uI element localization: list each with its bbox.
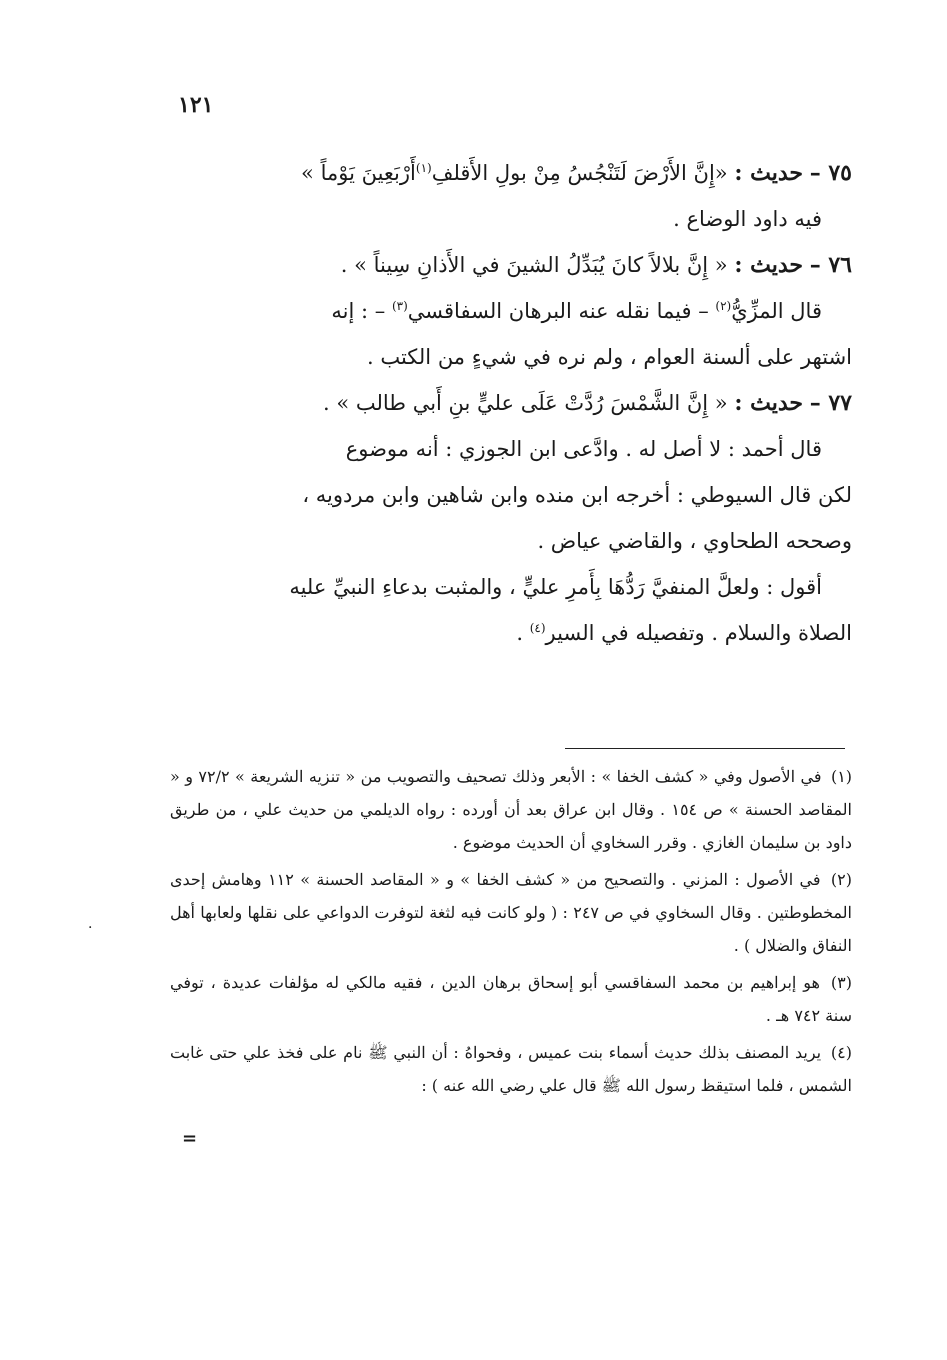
hadith-text-continued: أَرْبَعِينَ يَوْماً » — [301, 161, 416, 185]
comment-text: – فيما نقله عنه البرهان السفاقسي — [407, 299, 709, 323]
entry-77-line-3: وصححه الطحاوي ، والقاضي عياض . — [537, 529, 852, 553]
entry-77 — [170, 380, 852, 426]
comment-text: – : إنه — [331, 299, 386, 323]
entry-76-comment — [170, 288, 852, 334]
page-number: ١٢١ — [178, 92, 214, 118]
footnote-text: يريد المصنف بذلك حديث أسماء بنت عميس ، وفحواهُ : أن النبي ﷺ نام على فخذ علي حتى غابت الشمس ، فلما استيقظ رسول الله ﷺ قال علي رضي الله عنه ) : — [170, 1043, 852, 1095]
comment-text: . — [516, 621, 524, 645]
entry-75 — [170, 150, 852, 196]
footnote-number: (٣) — [830, 973, 852, 992]
entry-77-line-4: أقول : ولعلَّ المنفيَّ رَدُّهَا بِأَمرِ عليٍّ ، والمثبت بدعاءِ النبيِّ عليه — [289, 575, 822, 599]
continuation-mark: = — [182, 1128, 198, 1149]
footnote-ref: (٣) — [391, 299, 408, 313]
footnote-number: (٢) — [830, 870, 853, 889]
entry-number: ٧٥ – — [809, 160, 852, 186]
hadith-text: « إِنَّ الشَّمْسَ رُدَّتْ عَلَى عليٍّ بنِ أَبي طالب » . — [323, 391, 728, 415]
entry-77-line-5 — [170, 610, 852, 656]
main-text — [170, 150, 852, 656]
footnote-text: في الأصول : المزني . والتصحيح من « كشف الخفا » و « المقاصد الحسنة » ١١٢ وهامش إحدى المخطوطتين . وقال السخاوي في ص ٢٤٧ : ( ولو كانت فيه لثغة لتوفرت الدواعي على نقلها ولعابها أهل النفاق والضلال ) . — [170, 870, 852, 955]
footnote-number: (٤) — [830, 1043, 852, 1062]
comment-text: قال المزِّيُّ — [731, 299, 822, 323]
footnote-4 — [170, 1036, 852, 1102]
footnote-divider — [565, 748, 845, 749]
hadith-text: «إِنَّ الأَرْضَ لَتَنْجُسُ مِنْ بولِ الأَقلفِ — [431, 161, 728, 185]
footnotes — [170, 760, 852, 1106]
margin-dot: · — [88, 920, 93, 936]
entry-76-comment-continued: اشتهر على ألسنة العوام ، ولم نره في شيءٍ من الكتب . — [367, 345, 852, 369]
entry-76 — [170, 242, 852, 288]
footnote-number: (١) — [830, 767, 853, 786]
footnote-ref: (٢) — [715, 299, 732, 313]
footnote-2 — [170, 863, 852, 962]
hadith-text: « إِنَّ بلالاً كانَ يُبَدِّلُ الشينَ في الأَذانِ سِيناً » . — [340, 253, 728, 277]
footnote-text: في الأصول وفي « كشف الخفا » : الأبعر وذلك تصحيف والتصويب من « تنزيه الشريعة » ٧٢/٢ و « المقاصد الحسنة » ص ١٥٤ . وقال ابن عراق بعد أن أورده : رواه الديلمي من حديث علي ، من طريق داود بن سليمان الغازي . وقرر السخاوي أن الحديث موضوع . — [170, 767, 853, 852]
hadith-keyword: حديث : — [734, 252, 803, 278]
comment-text: الصلاة والسلام . وتفصيله في السير — [545, 621, 852, 645]
entry-75-comment: فيه داود الوضاع . — [673, 207, 822, 231]
hadith-keyword: حديث : — [734, 390, 803, 416]
entry-77-line-2: لكن قال السيوطي : أخرجه ابن منده وابن شاهين وابن مردويه ، — [302, 483, 852, 507]
footnote-ref: (١) — [415, 161, 432, 175]
entry-number: ٧٦ – — [809, 252, 852, 278]
footnote-text: هو إبراهيم بن محمد السفاقسي أبو إسحاق برهان الدين ، فقيه مالكي له مؤلفات عديدة ، توفي سنة ٧٤٢ هـ . — [170, 973, 852, 1025]
footnote-3 — [170, 966, 852, 1032]
hadith-keyword: حديث : — [734, 160, 803, 186]
entry-number: ٧٧ – — [809, 390, 852, 416]
entry-77-line-1: قال أحمد : لا أصل له . وادَّعى ابن الجوزي : أنه موضوع — [345, 437, 822, 461]
footnote-1 — [170, 760, 852, 859]
footnote-ref: (٤) — [529, 621, 546, 635]
